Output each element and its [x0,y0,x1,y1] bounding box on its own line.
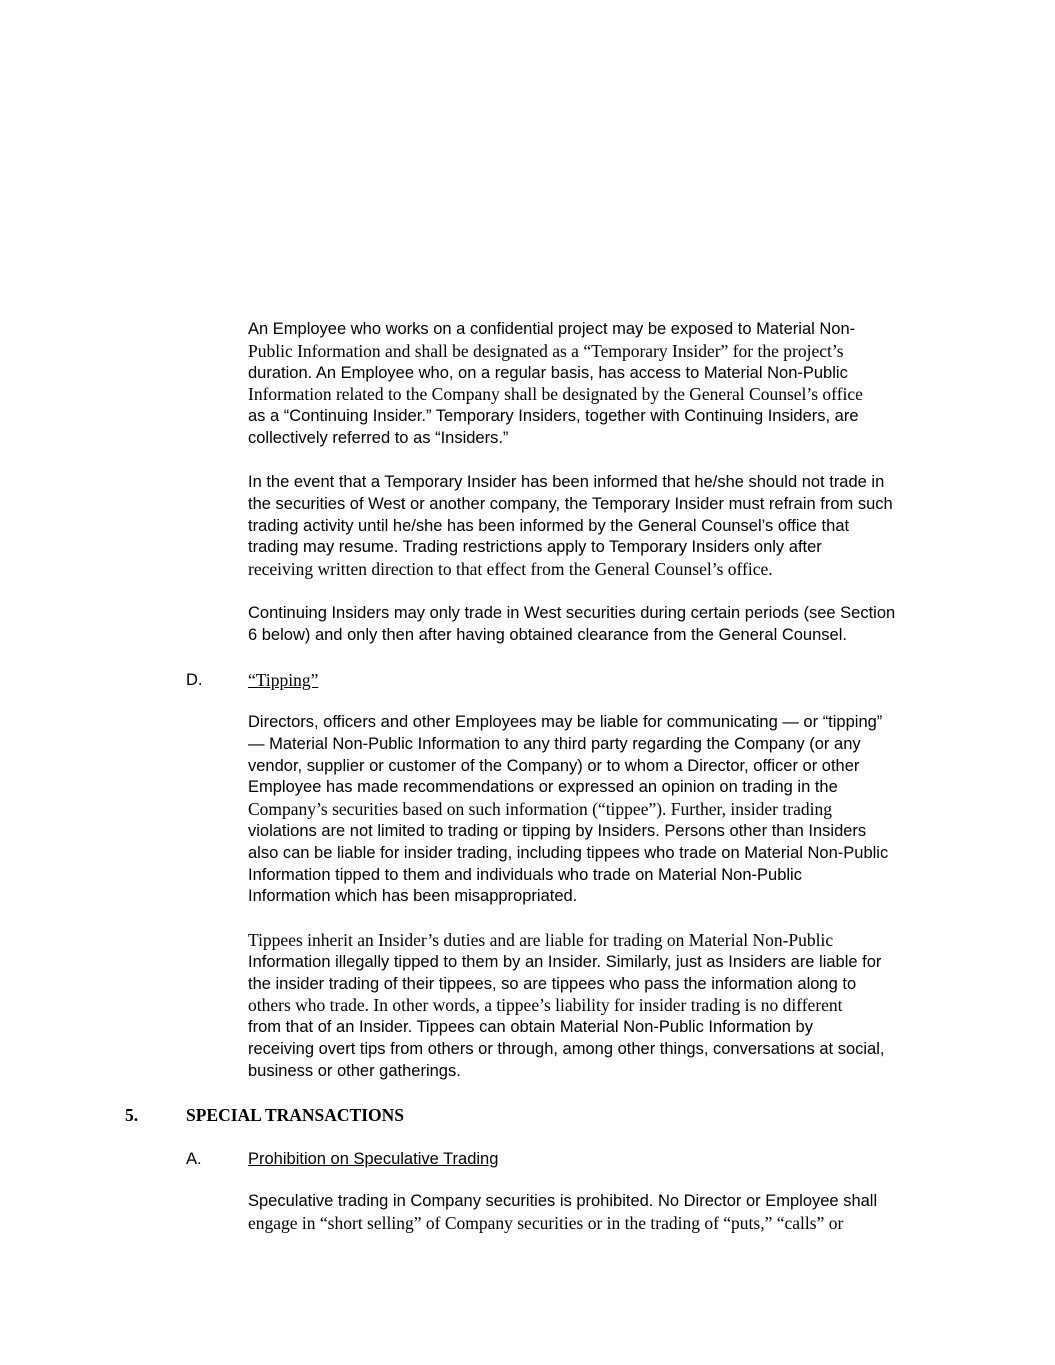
paragraph-line: — Material Non-Public Information to any third party regarding the Company (or any [248,734,861,753]
paragraph-line: 6 below) and only then after having obtained clearance from the General Counsel. [248,625,847,644]
paragraph-line: Speculative trading in Company securities is prohibited. No Director or Employee shall [248,1192,878,1210]
paragraph-line: receiving overt tips from others or through, among other things, conversations at social, [248,1039,885,1058]
paragraph-temporary-insider [248,319,938,450]
paragraph-line: Continuing Insiders may only trade in West securities during certain periods (see Section [248,604,896,622]
paragraph-line: others who trade. In other words, a tippee’s liability for insider trading is no different [248,995,843,1016]
paragraph-line: trading may resume. Trading restrictions apply to Temporary Insiders only after [248,538,822,557]
paragraph-speculative-trading [248,1191,938,1235]
paragraph-line: vendor, supplier or customer of the Company) or to whom a Director, officer or other [248,756,860,775]
section-d-title: “Tipping” [248,670,319,690]
section-a-title: Prohibition on Speculative Trading [248,1150,499,1168]
section-5-number: 5. [125,1105,139,1125]
paragraph-line: Information related to the Company shall be designated by the General Counsel’s office [248,384,863,405]
paragraph-line: Directors, officers and other Employees may be liable for communicating — or “tipping” [248,713,883,731]
paragraph-line: Tippees inherit an Insider’s duties and are liable for trading on Material Non-Public [248,930,834,950]
paragraph-line: the insider trading of their tippees, so are tippees who pass the information along to [248,974,857,993]
paragraph-line: receiving written direction to that effect from the General Counsel’s office. [248,559,773,580]
paragraph-continuing-insiders [248,603,938,647]
paragraph-line: as a “Continuing Insider.” Temporary Insiders, together with Continuing Insiders, are [248,407,859,426]
paragraph-trading-restrictions [248,472,938,581]
paragraph-tippees [248,930,938,1083]
paragraph-line: Employee has made recommendations or expressed an opinion on trading in the [248,778,838,797]
section-5-title: SPECIAL TRANSACTIONS [186,1105,405,1125]
section-d-letter: D. [186,671,203,689]
paragraph-line: also can be liable for insider trading, including tippees who trade on Material Non-Public [248,843,889,862]
paragraph-line: duration. An Employee who, on a regular basis, has access to Material Non-Public [248,363,848,382]
paragraph-line: business or other gatherings. [248,1061,461,1080]
section-a-letter: A. [186,1150,202,1168]
paragraph-line: trading activity until he/she has been informed by the General Counsel’s office that [248,516,850,535]
paragraph-line: from that of an Insider. Tippees can obtain Material Non-Public Information by [248,1018,813,1037]
paragraph-line: Information illegally tipped to them by an Insider. Similarly, just as Insiders are liable for [248,952,882,971]
paragraph-line: An Employee who works on a confidential project may be exposed to Material Non- [248,320,856,338]
paragraph-tipping [248,712,938,908]
paragraph-line: collectively referred to as “Insiders.” [248,428,509,447]
paragraph-line: Information tipped to them and individuals who trade on Material Non-Public [248,865,802,884]
paragraph-line: Information which has been misappropriated. [248,887,578,906]
paragraph-line: engage in “short selling” of Company securities or in the trading of “puts,” “calls” or [248,1212,844,1233]
paragraph-line: In the event that a Temporary Insider has been informed that he/she should not trade in [248,473,885,491]
paragraph-line: the securities of West or another company, the Temporary Insider must refrain from such [248,494,893,513]
paragraph-line: violations are not limited to trading or tipping by Insiders. Persons other than Insiders [248,821,867,840]
paragraph-line: Public Information and shall be designated as a “Temporary Insider” for the project’s [248,340,844,361]
paragraph-line: Company’s securities based on such information (“tippee”). Further, insider trading [248,799,832,820]
